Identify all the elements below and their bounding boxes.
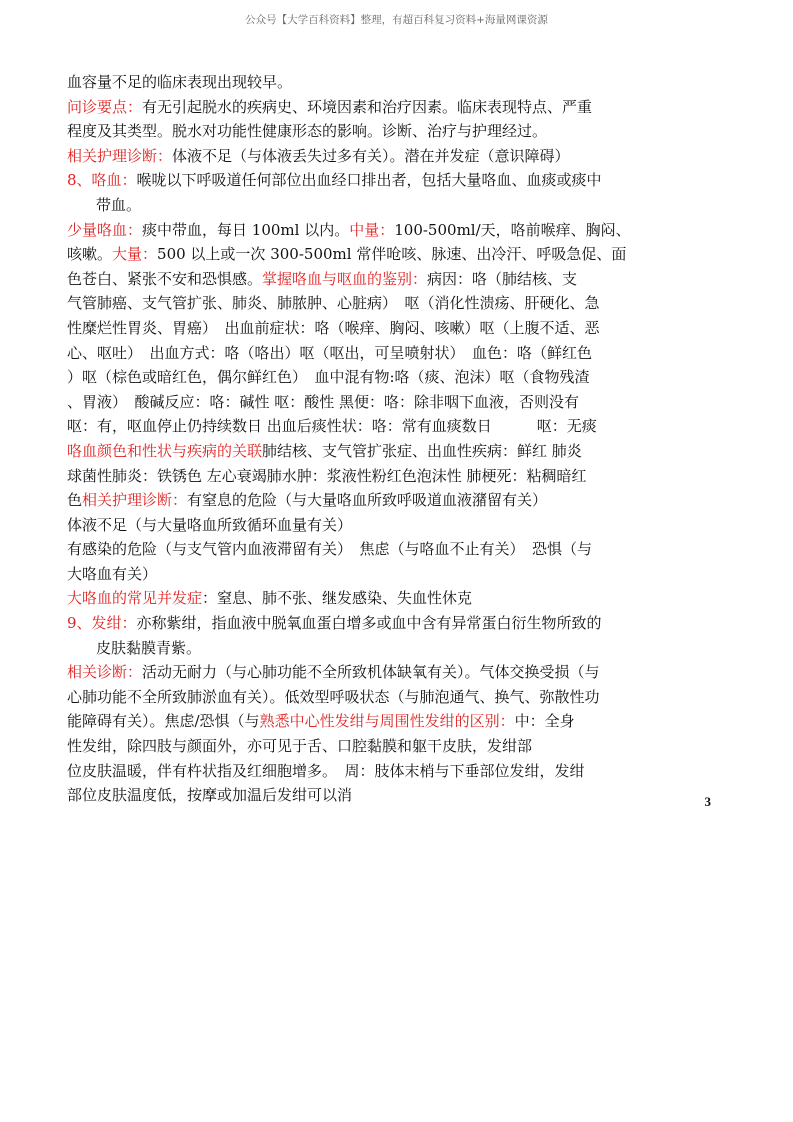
body-text: 皮肤黏膜青紫。 [96,638,202,657]
body-text: 大咯血有关） [67,564,158,583]
text-line [67,636,727,661]
highlighted-term: 问诊要点： [67,97,143,116]
text-line [67,242,727,267]
body-text: 亦称紫绀，指血液中脱氧血蛋白增多或血中含有异常蛋白衍生物所致的 [136,614,602,633]
text-line [67,365,727,390]
highlighted-term: 中量： [349,220,395,239]
text-line [67,464,727,489]
text-line [67,144,727,169]
body-text: 球菌性肺炎：铁锈色 左心衰竭肺水肿：浆液性粉红色泡沫性 肺梗死：粘稠暗红 [67,466,587,485]
body-text: 性糜烂性胃炎、胃癌） 出血前症状：咯（喉痒、胸闷、咳嗽）呕（上腹不适、恶 [67,318,600,337]
text-line [67,193,727,218]
body-text: 肺结核、支气管扩张症、出血性疾病：鲜红 肺炎 [262,441,582,460]
text-line [67,488,727,513]
document-body [67,70,727,808]
body-text: 色苍白、紧张不安和恐惧感。 [67,269,263,288]
body-text: 心、呕吐） 出血方式：咯（咯出）呕（呕出，可呈喷射状） 血色：咯（鲜红色 [67,343,593,362]
text-line [67,414,727,439]
body-text: 体液不足（与体液丢失过多有关）。潜在并发症（意识障碍） [172,146,570,165]
text-line [67,390,727,415]
highlighted-term: 相关护理诊断： [82,491,188,510]
text-line [67,341,727,366]
highlighted-term: 大咯血的常见并发症 [67,589,203,608]
body-text: 血容量不足的临床表现出现较早。 [67,73,293,91]
highlighted-term: 相关护理诊断： [67,146,173,165]
body-text: 心肺功能不全所致肺淤血有关）。低效型呼吸状态（与肺泡通气、换气、弥散性功 [67,687,600,706]
page-header: 公众号【大学百科资料】整理，有超百科复习资料+海量网课资源 [245,14,548,26]
text-line [67,70,727,95]
body-text: 气管肺癌、支气管扩张、肺炎、肺脓肿、心脏病） 呕（消化性溃疡、肝硬化、急 [67,294,600,313]
highlighted-term: 咯血颜色和性状与疾病的关联 [67,441,263,460]
body-text: 咳嗽。 [67,245,113,264]
text-line [67,537,727,562]
highlighted-term: 相关诊断： [67,663,143,682]
text-line [67,267,727,292]
body-text: 喉咙以下呼吸道任何部位出血经口排出者，包括大量咯血、血痰或痰中 [136,171,602,190]
body-text: 500 以上或一次 300-500ml 常伴呛咳、脉速、出冷汗、呼吸急促、面 [157,245,627,264]
text-line [67,759,727,784]
text-line [67,586,727,611]
highlighted-term: 少量咯血： [67,220,143,239]
body-text: 100-500ml/天，咯前喉痒、胸闷、 [394,220,631,239]
text-line [67,513,727,538]
highlighted-term: 8、咯血： [67,171,137,190]
body-text: 色 [67,491,83,510]
text-line [67,660,727,685]
text-line [67,439,727,464]
page-number: 3 [704,794,711,809]
text-line [67,685,727,710]
body-text: 部位皮肤温度低，按摩或加温后发绀可以消 [67,786,353,805]
text-line [67,291,727,316]
body-text: 中：全身 [514,712,575,731]
text-line [67,316,727,341]
text-line [67,119,727,144]
text-line [67,562,727,587]
body-text: 病因：咯（肺结核、支 [427,269,578,288]
body-text: 程度及其类型。脱水对功能性健康形态的影响。诊断、治疗与护理经过。 [67,122,548,141]
body-text: 性发绀，除四肢与颜面外，亦可见于舌、口腔黏膜和躯干皮肤，发绀部 [67,737,533,756]
text-line [67,95,727,120]
body-text: 有感染的危险（与支气管内血液滞留有关） 焦虑（与咯血不止有关） 恐惧（与 [67,540,593,559]
body-text: 有无引起脱水的疾病史、环境因素和治疗因素。临床表现特点、严重 [142,97,593,116]
body-text: 位皮肤温暖，伴有杵状指及红细胞增多。 周：肢体末梢与下垂部位发绀，发绀 [67,761,585,780]
body-text: 带血。 [96,195,142,214]
text-line [67,611,727,636]
body-text: 体液不足（与大量咯血所致循环血量有关） [67,515,353,534]
highlighted-term: 9、发绀： [67,614,137,633]
body-text: 痰中带血，每日 100ml 以内。 [142,220,350,239]
body-text: 能障碍有关）。焦虑/恐惧（与 [67,712,260,731]
text-line [67,709,727,734]
text-line [67,168,727,193]
text-line [67,783,727,808]
body-text: 有窒息的危险（与大量咯血所致呼吸道血液潴留有关） [187,491,548,510]
text-line [67,734,727,759]
highlighted-term: 大量： [112,245,158,264]
body-text: 呕：有，呕血停止仍持续数日 出血后痰性状：咯：常有血痰数日 呕：无痰 [67,417,597,436]
body-text: ）呕（棕色或暗红色，偶尔鲜红色） 血中混有物:咯（痰、泡沫）呕（食物残渣 [67,368,590,387]
body-text: 活动无耐力（与心肺功能不全所致机体缺氧有关）。气体交换受损（与 [142,663,600,682]
highlighted-term: 掌握咯血与呕血的鉴别： [262,269,428,288]
body-text: ：窒息、肺不张、继发感染、失血性休克 [202,589,473,608]
text-line [67,218,727,243]
highlighted-term: 熟悉中心性发绀与周围性发绀的区别： [259,712,515,731]
body-text: 、胃液） 酸碱反应：咯：碱性 呕：酸性 黑便：咯：除非咽下血液，否则没有 [67,392,580,411]
